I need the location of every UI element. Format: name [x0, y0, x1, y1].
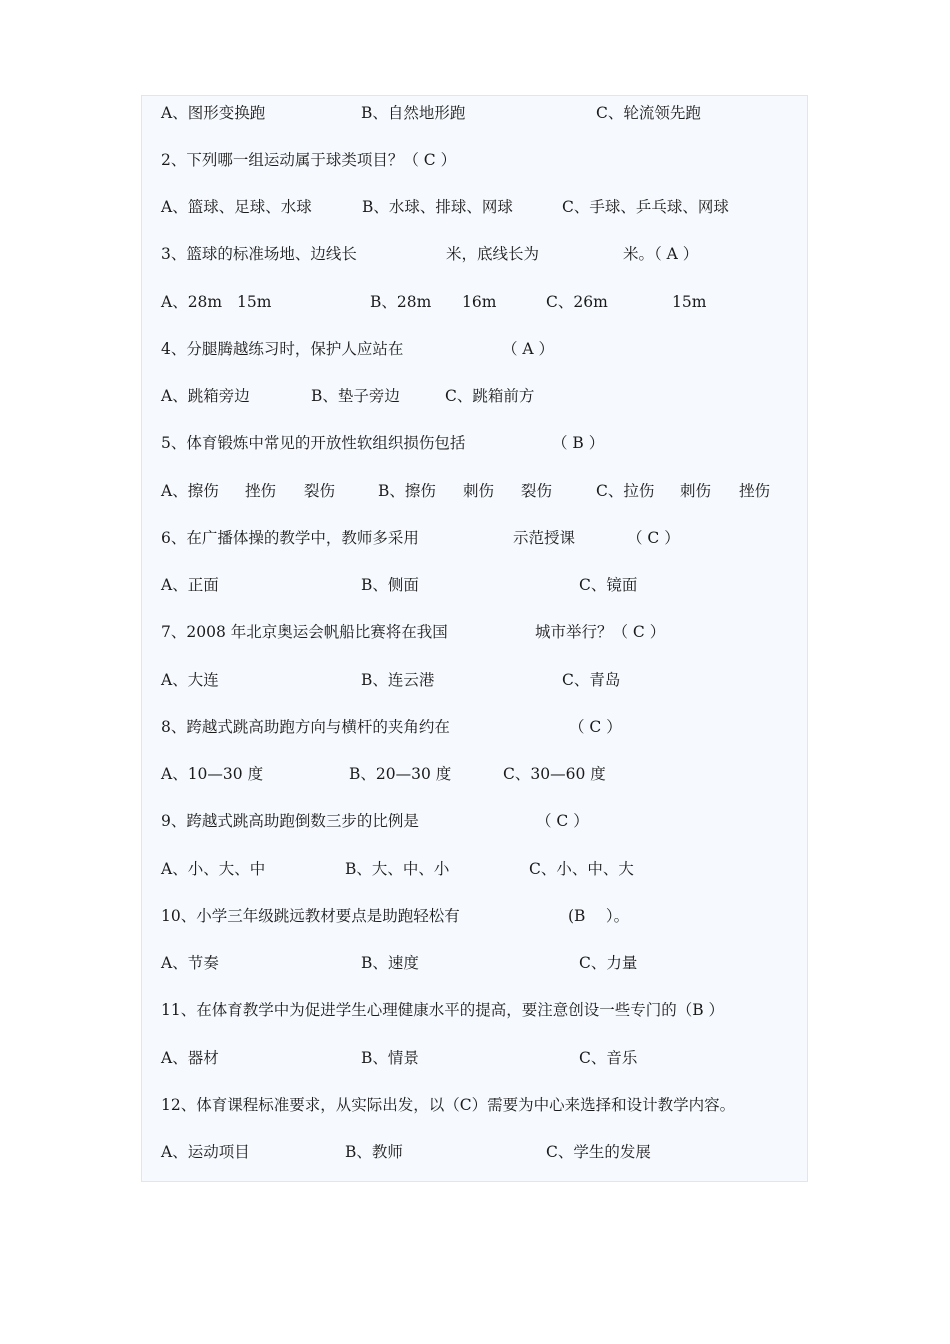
question-11 — [142, 998, 807, 1022]
answer-options-12 — [142, 1140, 807, 1164]
option-b: B、擦伤 — [378, 482, 436, 500]
answer-options-8 — [142, 762, 807, 786]
option-b: B、侧面 — [361, 576, 419, 594]
answer-options-5 — [142, 479, 807, 503]
option-a: A、28m — [161, 293, 223, 311]
question-text: 5、体育锻炼中常见的开放性软组织损伤包括 — [161, 434, 466, 452]
option-b: B、速度 — [361, 954, 419, 972]
question-6 — [142, 526, 807, 550]
option-a-value: 15m — [237, 293, 272, 311]
answer-options-9 — [142, 857, 807, 881]
question-answer: （ C ） — [536, 812, 589, 830]
option-a: A、器材 — [161, 1049, 219, 1067]
question-text: 12、体育课程标准要求，从实际出发，以（C）需要为中心来选择和设计教学内容。 — [161, 1096, 736, 1114]
question-4 — [142, 337, 807, 361]
option-c: C、学生的发展 — [546, 1143, 651, 1161]
option-c: C、轮流领先跑 — [596, 104, 701, 122]
option-c: C、30—60 度 — [503, 765, 606, 783]
answer-options-7 — [142, 668, 807, 692]
option-a: A、图形变换跑 — [161, 104, 266, 122]
answer-options-11 — [142, 1046, 807, 1070]
question-answer: 城市举行？（ C ） — [535, 623, 666, 641]
question-answer: 米。（ A ） — [623, 245, 699, 263]
option-b: B、大、中、小 — [345, 860, 450, 878]
option-c-value: 15m — [672, 293, 707, 311]
option-b: B、连云港 — [361, 671, 435, 689]
question-text: 9、跨越式跳高助跑倒数三步的比例是 — [161, 812, 419, 830]
option-c: C、手球、乒乓球、网球 — [562, 198, 729, 216]
option-a: A、运动项目 — [161, 1143, 250, 1161]
option-b-item: 刺伤 — [463, 482, 495, 500]
question-answer: （ B ） — [552, 434, 605, 452]
option-b: B、情景 — [361, 1049, 419, 1067]
option-a: A、篮球、足球、水球 — [161, 198, 312, 216]
question-text: 3、篮球的标准场地、边线长 — [161, 245, 357, 263]
document-page — [141, 95, 808, 1182]
answer-options-line-1 — [142, 101, 807, 125]
option-c: C、镜面 — [579, 576, 638, 594]
question-8 — [142, 715, 807, 739]
option-b: B、自然地形跑 — [361, 104, 466, 122]
option-c: C、拉伤 — [596, 482, 655, 500]
option-c: C、小、中、大 — [529, 860, 634, 878]
question-12 — [142, 1093, 807, 1117]
option-a: A、大连 — [161, 671, 219, 689]
option-b-item: 裂伤 — [521, 482, 553, 500]
option-a: A、跳箱旁边 — [161, 387, 250, 405]
option-c: C、音乐 — [579, 1049, 638, 1067]
option-b: B、20—30 度 — [349, 765, 452, 783]
question-3 — [142, 242, 807, 266]
question-text: 8、跨越式跳高助跑方向与横杆的夹角约在 — [161, 718, 450, 736]
option-c-item: 刺伤 — [680, 482, 712, 500]
question-10 — [142, 904, 807, 928]
option-b: B、水球、排球、网球 — [362, 198, 513, 216]
option-c-item: 挫伤 — [739, 482, 771, 500]
question-9 — [142, 809, 807, 833]
option-c: C、青岛 — [562, 671, 621, 689]
option-b: B、教师 — [345, 1143, 403, 1161]
option-c: C、26m — [546, 293, 608, 311]
question-text: 11、在体育教学中为促进学生心理健康水平的提高，要注意创设一些专门的（B ） — [161, 1001, 725, 1019]
option-c: C、跳箱前方 — [445, 387, 535, 405]
question-7 — [142, 620, 807, 644]
question-answer: （ C ） — [569, 718, 622, 736]
option-a-item: 裂伤 — [304, 482, 336, 500]
question-text: 2、下列哪一组运动属于球类项目？（ C ） — [161, 151, 457, 169]
question-answer: （ A ） — [502, 340, 555, 358]
answer-options-10 — [142, 951, 807, 975]
option-a-item: 挫伤 — [245, 482, 277, 500]
question-answer: (B ）。 — [568, 907, 630, 925]
answer-options-6 — [142, 573, 807, 597]
option-c: C、力量 — [579, 954, 638, 972]
option-a: A、节奏 — [161, 954, 219, 972]
question-text: 6、在广播体操的教学中，教师多采用 — [161, 529, 419, 547]
option-b: B、28m — [370, 293, 432, 311]
question-text: 10、小学三年级跳远教材要点是助跑轻松有 — [161, 907, 460, 925]
question-text: 7、2008 年北京奥运会帆船比赛将在我国 — [161, 623, 448, 641]
option-b: B、垫子旁边 — [311, 387, 400, 405]
option-a: A、10—30 度 — [161, 765, 264, 783]
question-answer: （ C ） — [627, 529, 680, 547]
question-text-part: 米，底线长为 — [446, 245, 540, 263]
option-a: A、正面 — [161, 576, 219, 594]
option-a: A、小、大、中 — [161, 860, 266, 878]
question-text: 4、分腿腾越练习时，保护人应站在 — [161, 340, 404, 358]
question-2 — [142, 148, 807, 172]
question-5 — [142, 431, 807, 455]
option-a: A、擦伤 — [161, 482, 219, 500]
option-b-value: 16m — [462, 293, 497, 311]
answer-options-3 — [142, 290, 807, 314]
answer-options-4 — [142, 384, 807, 408]
answer-options-2 — [142, 195, 807, 219]
question-text-part: 示范授课 — [513, 529, 576, 547]
